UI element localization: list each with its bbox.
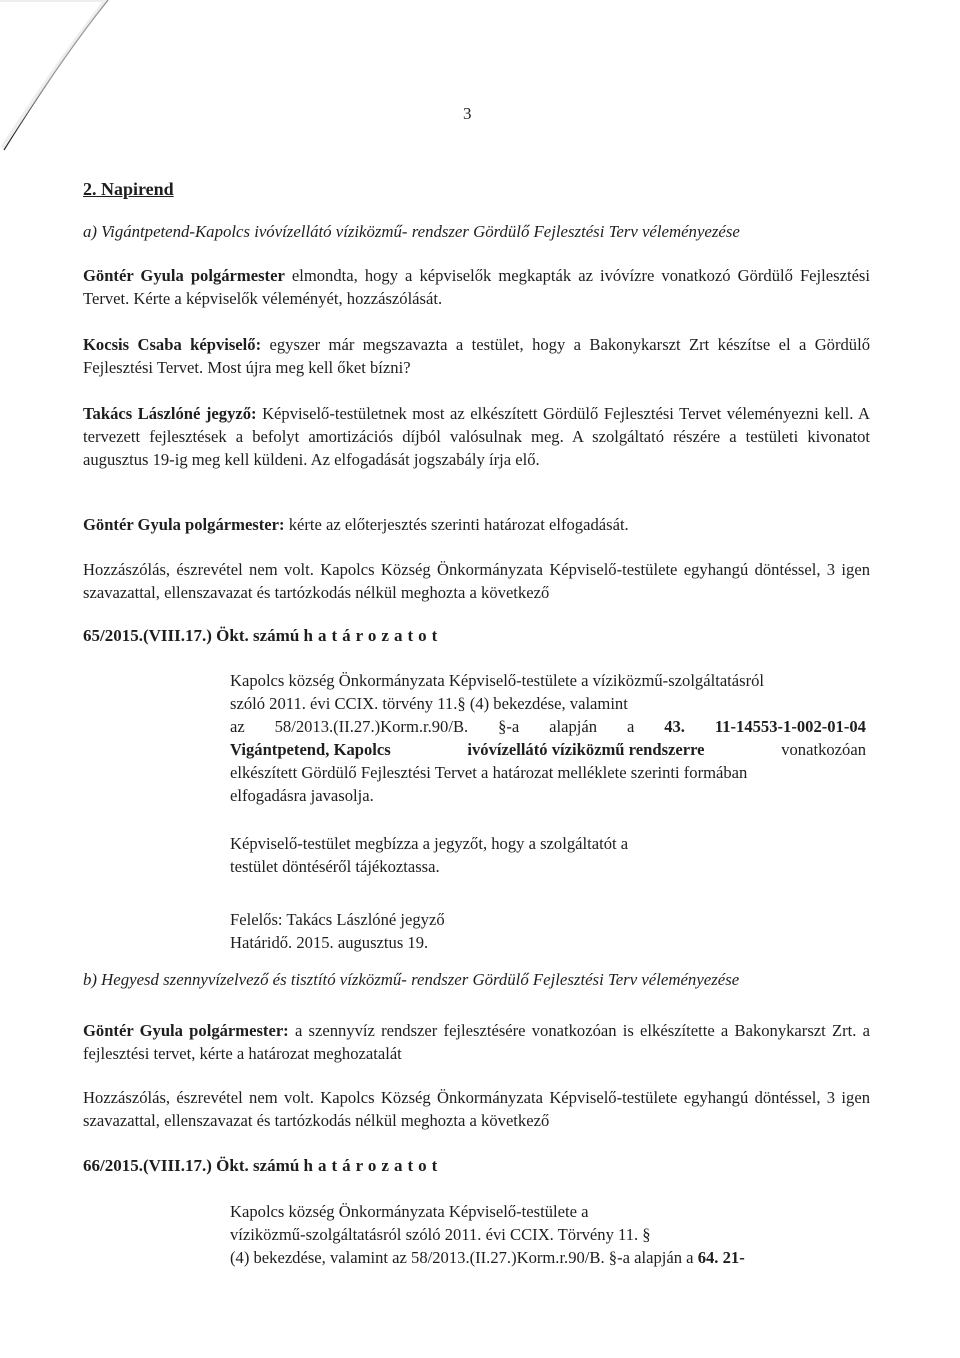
resolution-line: Kapolcs község Önkormányzata Képviselő-testülete a xyxy=(230,1202,589,1221)
resolution-number: 65/2015.(VIII.17.) Ökt. számú xyxy=(83,626,300,645)
section-a-paragraph-3 xyxy=(83,402,870,471)
page-corner-fold xyxy=(0,0,140,160)
speaker-name: Göntér Gyula polgármester xyxy=(83,266,285,285)
paragraph-text: Képviselő-testületnek most az elkészített Gördülő Fejlesztési Tervet véleményezni kell. A tervezett fejlesztések a befolyt amortizációs díjból valósulnak meg. A szolgáltató részére a testületi kivonatot augusztus 19-ig meg kell küldeni. Az elfogadását jogszabály írja elő. xyxy=(83,404,870,469)
resolution-word: határozatot xyxy=(303,626,443,645)
deadline-line: Határidő. 2015. augusztus 19. xyxy=(230,933,429,952)
section-b-paragraph-2: Hozzászólás, észrevétel nem volt. Kapolcs Község Önkormányzata Képviselő-testülete egyhangú döntéssel, 3 igen szavazattal, ellenszavazat és tartózkodás nélkül meghozta a következő xyxy=(83,1088,870,1130)
resolution-number: 66/2015.(VIII.17.) Ökt. számú xyxy=(83,1156,300,1175)
page-number: 3 xyxy=(463,104,472,123)
resolution-line: víziközmű-szolgáltatásról szóló 2011. évi CCIX. Törvény 11. § xyxy=(230,1225,651,1244)
word: az xyxy=(230,717,245,736)
resolution-66-heading xyxy=(83,1154,442,1177)
word: vonatkozóan xyxy=(781,740,866,759)
resolution-line xyxy=(230,715,866,738)
section-a-paragraph-1 xyxy=(83,264,870,310)
word: ivóvízellátó víziközmű rendszerre xyxy=(467,740,705,759)
word: a xyxy=(626,717,635,736)
word: 58/2013.(II.27.)Korm.r.90/B. xyxy=(274,717,469,736)
word: 11-14553-1-002-01-04 xyxy=(714,717,866,736)
resolution-65-responsibility xyxy=(230,908,866,954)
section-b-title: b) Hegyesd szennyvízelvező és tisztító vízközmű- rendszer Gördülő Fejlesztési Terv véleményezése xyxy=(83,970,740,989)
word: §-a xyxy=(498,717,520,736)
paragraph-text: egyszer már megszavazta a testület, hogy a Bakonykarszt Zrt készítse el a Gördülő Fejlesztési Tervet. Most újra meg kell őket bízni? xyxy=(83,335,870,377)
resolution-line: szóló 2011. évi CCIX. törvény 11.§ (4) bekezdése, valamint xyxy=(230,694,628,713)
resolution-line xyxy=(230,1246,850,1269)
section-a-paragraph-2 xyxy=(83,333,870,379)
resolution-66-body xyxy=(230,1200,850,1269)
line-text: (4) bekezdése, valamint az 58/2013.(II.27.)Korm.r.90/B. §-a alapján a xyxy=(230,1248,694,1267)
section-a-title: a) Vigántpetend-Kapolcs ivóvízellátó víziközmű- rendszer Gördülő Fejlesztési Terv véleményezése xyxy=(83,222,740,241)
resolution-line: Kapolcs község Önkormányzata Képviselő-testülete a víziközmű-szolgáltatásról xyxy=(230,671,765,690)
speaker-name: Kocsis Csaba képviselő: xyxy=(83,335,262,354)
word: alapján xyxy=(549,717,598,736)
resolution-65-heading xyxy=(83,624,442,647)
resolution-line: elkészített Gördülő Fejlesztési Tervet a határozat melléklete szerinti formában xyxy=(230,763,748,782)
section-b-paragraph-1 xyxy=(83,1019,870,1065)
speaker-name: Göntér Gyula polgármester: xyxy=(83,1021,289,1040)
word: 43. xyxy=(664,717,685,736)
resolution-line xyxy=(230,738,866,761)
paragraph-text: kérte az előterjesztés szerinti határozat elfogadását. xyxy=(284,515,629,534)
word: Vigántpetend, Kapolcs xyxy=(230,740,391,759)
section-a-paragraph-4 xyxy=(83,513,870,536)
resolution-word: határozatot xyxy=(303,1156,443,1175)
line-text-bold: 64. 21- xyxy=(697,1248,745,1267)
agenda-heading: 2. Napirend xyxy=(83,179,174,199)
paragraph-text: elmondta, hogy a képviselők megkapták az ivóvízre vonatkozó Gördülő Fejlesztési Tervet. Kérte a képviselők véleményét, hozzászólását. xyxy=(83,266,870,308)
resolution-65-body xyxy=(230,669,866,807)
resolution-65-mandate xyxy=(230,832,866,878)
responsible-line: Felelős: Takács Lászlóné jegyző xyxy=(230,910,445,929)
resolution-line: Képviselő-testület megbízza a jegyzőt, hogy a szolgáltatót a xyxy=(230,834,629,853)
section-a-paragraph-5: Hozzászólás, észrevétel nem volt. Kapolcs Község Önkormányzata Képviselő-testülete egyhangú döntéssel, 3 igen szavazattal, ellenszavazat és tartózkodás nélkül meghozta a következő xyxy=(83,560,870,602)
resolution-line: testület döntéséről tájékoztassa. xyxy=(230,857,440,876)
speaker-name: Takács Lászlóné jegyző: xyxy=(83,404,257,423)
paragraph-text: a szennyvíz rendszer fejlesztésére vonatkozóan is elkészítette a Bakonykarszt Zrt. a fejlesztési tervet, kérte a határozat meghozatalát xyxy=(83,1021,870,1063)
speaker-name: Göntér Gyula polgármester: xyxy=(83,515,285,534)
resolution-line: elfogadásra javasolja. xyxy=(230,786,374,805)
